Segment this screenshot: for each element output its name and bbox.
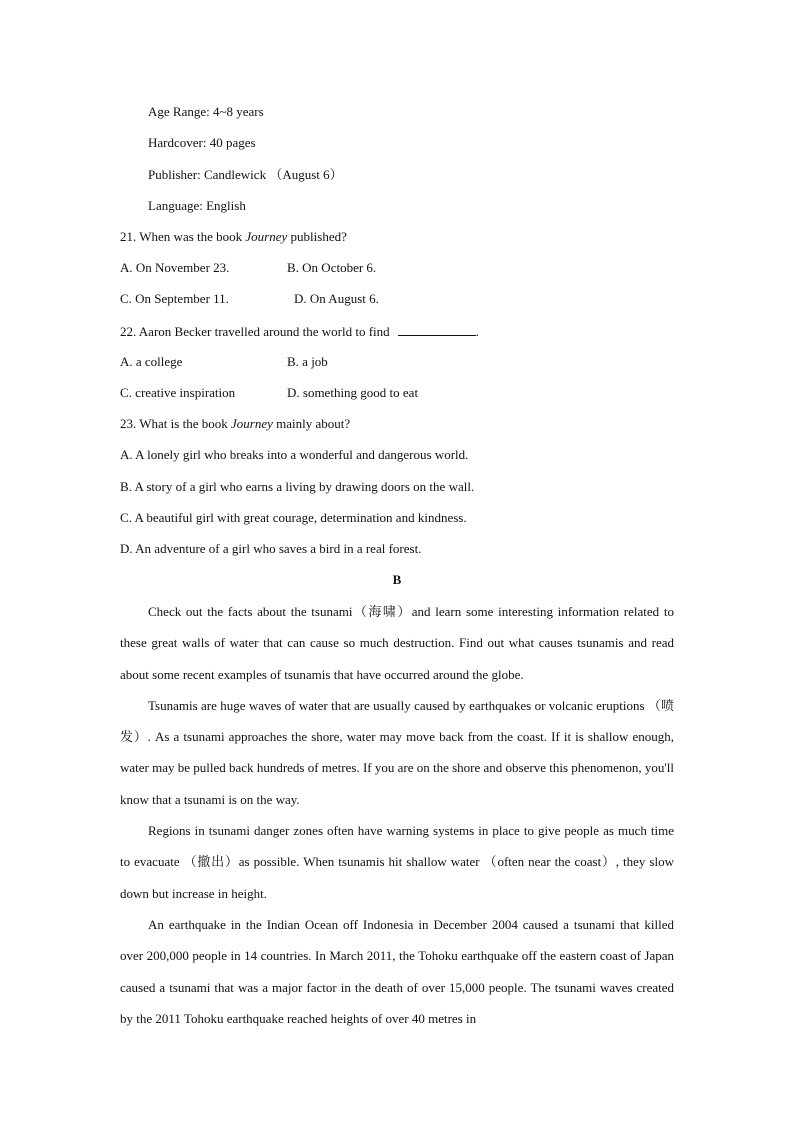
hardcover: Hardcover: 40 pages	[148, 135, 256, 150]
option-23-b: B. A story of a girl who earns a living by drawing doors on the wall.	[120, 479, 475, 494]
language: Language: English	[148, 198, 246, 213]
paragraph-4: An earthquake in the Indian Ocean off Indonesia in December 2004 caused a tsunami that killed over 200,000 people in 14 countries. In March 2011, the Tohoku earthquake off the eastern coast of Japan caused a tsunami that was a major factor in the death of over 15,000 people. The tsunami waves created by the 2011 Tohoku earthquake reached heights of over 40 metres in	[120, 916, 674, 1026]
question-22: 22. Aaron Becker travelled around the world to find .	[120, 324, 479, 339]
publisher: Publisher: Candlewick （August 6）	[148, 167, 343, 182]
question-21: 21. When was the book Journey published?	[120, 229, 347, 244]
option-22-b: B. a job	[287, 354, 328, 369]
paragraph-3: Regions in tsunami danger zones often have warning systems in place to give people as much time to evacuate （撤出）as possible. When tsunamis hit shallow water （often near the coast）, they slow down but increase in height.	[120, 823, 674, 901]
option-21-c: C. On September 11.	[120, 291, 229, 306]
option-22-a: A. a college	[120, 354, 183, 369]
paragraph-1: Check out the facts about the tsunami（海啸）and learn some interesting information related to these great walls of water that can cause so much destruction. Find out what causes tsunamis and read about some recent examples of tsunamis that have occurred around the globe.	[120, 604, 674, 682]
paragraph-2: Tsunamis are huge waves of water that are usually caused by earthquakes or volcanic eruptions （喷发）. As a tsunami approaches the shore, water may move back from the coast. If it is shallow enough, water may be pulled back hundreds of metres. If you are on the shore and observe this phenomenon, you'll know that a tsunami is on the way.	[120, 697, 674, 807]
option-22-d: D. something good to eat	[287, 385, 419, 400]
passage-b	[120, 596, 674, 1034]
option-21-b: B. On October 6.	[287, 260, 377, 275]
answer-blank	[398, 323, 476, 336]
option-21-a: A. On November 23.	[120, 260, 230, 275]
question-23: 23. What is the book Journey mainly about?	[120, 416, 351, 431]
option-21-d: D. On August 6.	[294, 291, 379, 306]
option-23-a: A. A lonely girl who breaks into a wonderful and dangerous world.	[120, 447, 469, 462]
option-23-d: D. An adventure of a girl who saves a bird in a real forest.	[120, 541, 422, 556]
option-22-c: C. creative inspiration	[120, 385, 236, 400]
option-23-c: C. A beautiful girl with great courage, determination and kindness.	[120, 510, 467, 525]
age-range: Age Range: 4~8 years	[148, 104, 264, 119]
section-heading: B	[392, 572, 402, 587]
